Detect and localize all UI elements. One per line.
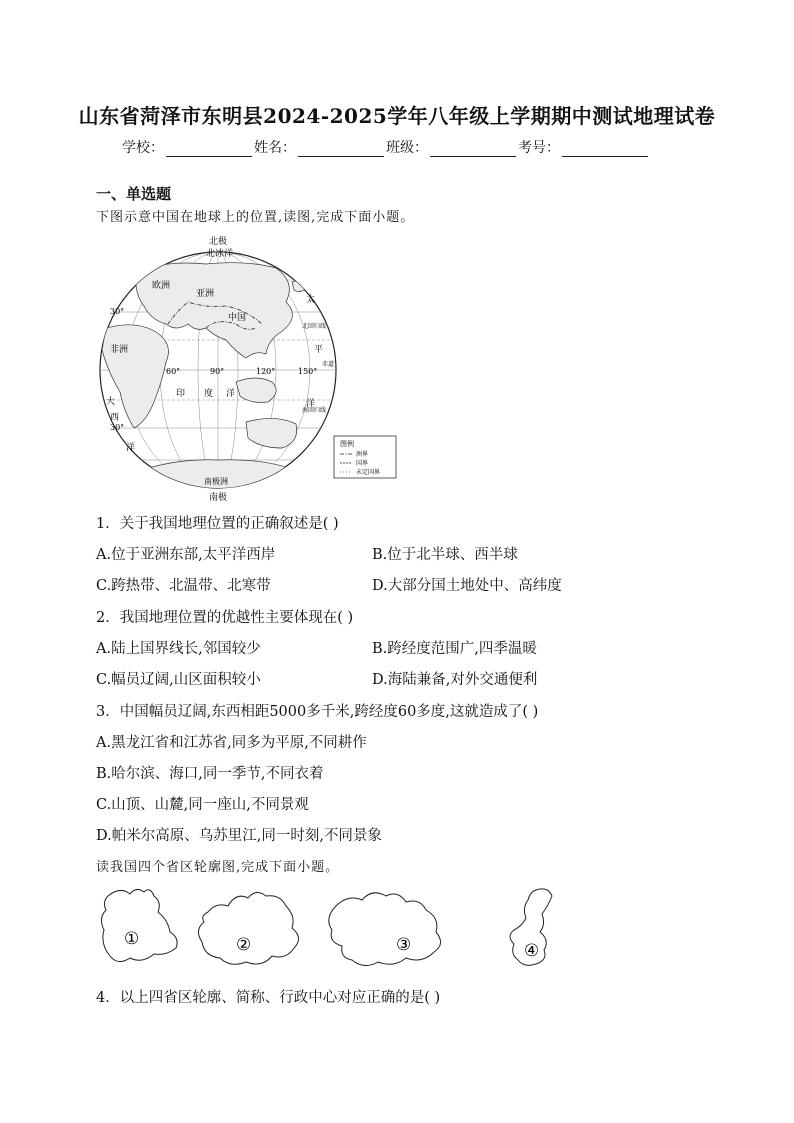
globe-figure xyxy=(96,232,398,504)
question-3-option-c[interactable]: C.山顶、山麓,同一座山,不同景观 xyxy=(96,797,309,813)
province-1-number: ① xyxy=(124,929,140,949)
province-outlines-svg xyxy=(96,882,566,977)
africa-label: 非洲 xyxy=(110,345,129,355)
pacific-label-1: 太 xyxy=(306,295,316,305)
tropic-of-cancer-label: 北回归线 xyxy=(302,323,327,330)
lat-30n-label: 30° xyxy=(110,307,125,316)
question-3-option-b[interactable]: B.哈尔滨、海口,同一季节,不同衣着 xyxy=(96,766,324,782)
question-2-option-d[interactable]: D.海陆兼备,对外交通便利 xyxy=(372,672,538,688)
province-4-number: ④ xyxy=(524,941,540,961)
question-3-stem: 3．中国幅员辽阔,东西相距5000多千米,跨经度60多度,这就造成了( ) xyxy=(96,704,539,720)
antarctica-label: 南极洲 xyxy=(204,477,228,486)
school-label: 学校： xyxy=(122,140,164,156)
province-1-outline xyxy=(101,889,177,961)
lon-90-label: 90° xyxy=(210,367,225,376)
question-1-option-d[interactable]: D.大部分国土地处中、高纬度 xyxy=(372,578,562,594)
legend-national-border: 国界 xyxy=(356,460,369,467)
question-3-option-a[interactable]: A.黑龙江省和江苏省,同多为平原,不同耕作 xyxy=(96,735,367,751)
lat-30s-label: 30° xyxy=(110,423,125,432)
school-blank[interactable] xyxy=(166,142,252,157)
lon-60-label: 60° xyxy=(166,367,181,376)
class-blank[interactable] xyxy=(430,142,516,157)
map-legend xyxy=(334,436,396,478)
intro-text-2: 读我国四个省区轮廓图,完成下面小题。 xyxy=(96,860,340,875)
question-1-option-c[interactable]: C.跨热带、北温带、北寒带 xyxy=(96,578,271,594)
atlantic-label-1: 大 xyxy=(106,397,116,407)
question-1-option-b[interactable]: B.位于北半球、西半球 xyxy=(372,547,518,563)
question-4-stem: 4．以上四省区轮廓、简称、行政中心对应正确的是( ) xyxy=(96,990,441,1006)
indian-label-3: 洋 xyxy=(226,389,236,399)
student-info-row xyxy=(122,137,650,157)
pacific-label-3: 洋 xyxy=(306,399,316,409)
tropic-of-capricorn-label: 南回归线 xyxy=(302,407,327,414)
south-pole-label: 南极 xyxy=(208,493,228,503)
question-2-option-c[interactable]: C.幅员辽阔,山区面积较小 xyxy=(96,672,261,688)
atlantic-label-2: 西 xyxy=(110,413,120,423)
exam-number-blank[interactable] xyxy=(562,142,648,157)
lon-120-label: 120° xyxy=(256,367,276,376)
indian-label-2: 度 xyxy=(204,389,214,399)
antarctica-shape xyxy=(136,460,300,492)
province-3-number: ③ xyxy=(396,935,412,955)
arctic-ocean-label: 北冰洋 xyxy=(206,249,234,259)
question-2-stem: 2．我国地理位置的优越性主要体现在( ) xyxy=(96,610,354,626)
exam-title: 山东省菏泽市东明县2024-2025学年八年级上学期期中测试地理试卷 xyxy=(78,104,716,128)
asia-label: 亚洲 xyxy=(196,289,215,299)
section-title: 一、单选题 xyxy=(96,185,172,203)
question-3-option-d[interactable]: D.帕米尔高原、乌苏里江,同一时刻,不同景象 xyxy=(96,828,382,844)
lon-150-label: 150° xyxy=(298,367,318,376)
europe-label: 欧洲 xyxy=(152,281,171,291)
province-3-outline xyxy=(329,893,441,966)
legend-title: 图例 xyxy=(340,440,354,448)
class-label: 班级： xyxy=(386,140,428,156)
china-label: 中国 xyxy=(228,313,247,323)
atlantic-label-3: 洋 xyxy=(126,443,136,453)
question-1-option-a[interactable]: A.位于亚洲东部,太平洋西岸 xyxy=(96,547,276,563)
name-blank[interactable] xyxy=(298,142,384,157)
japan-shape xyxy=(292,281,306,292)
legend-undefined-border: 未定国界 xyxy=(356,469,381,476)
province-2-number: ② xyxy=(236,935,252,955)
indian-label-1: 印 xyxy=(176,389,186,399)
question-2-option-a[interactable]: A.陆上国界线长,邻国较少 xyxy=(96,641,261,657)
question-2-option-b[interactable]: B.跨经度范围广,四季温暖 xyxy=(372,641,537,657)
legend-continent-border: 洲界 xyxy=(356,451,369,458)
north-pole-label: 北极 xyxy=(208,237,228,247)
question-1-stem: 1．关于我国地理位置的正确叙述是( ) xyxy=(96,516,339,532)
equator-label: 赤道 xyxy=(322,361,335,368)
exam-number-label: 考号： xyxy=(518,140,560,156)
province-outlines-figure xyxy=(96,882,566,977)
intro-text-1: 下图示意中国在地球上的位置,读图,完成下面小题。 xyxy=(96,210,415,225)
pacific-label-2: 平 xyxy=(314,345,324,355)
name-label: 姓名： xyxy=(254,140,296,156)
globe-map-svg xyxy=(96,232,398,504)
